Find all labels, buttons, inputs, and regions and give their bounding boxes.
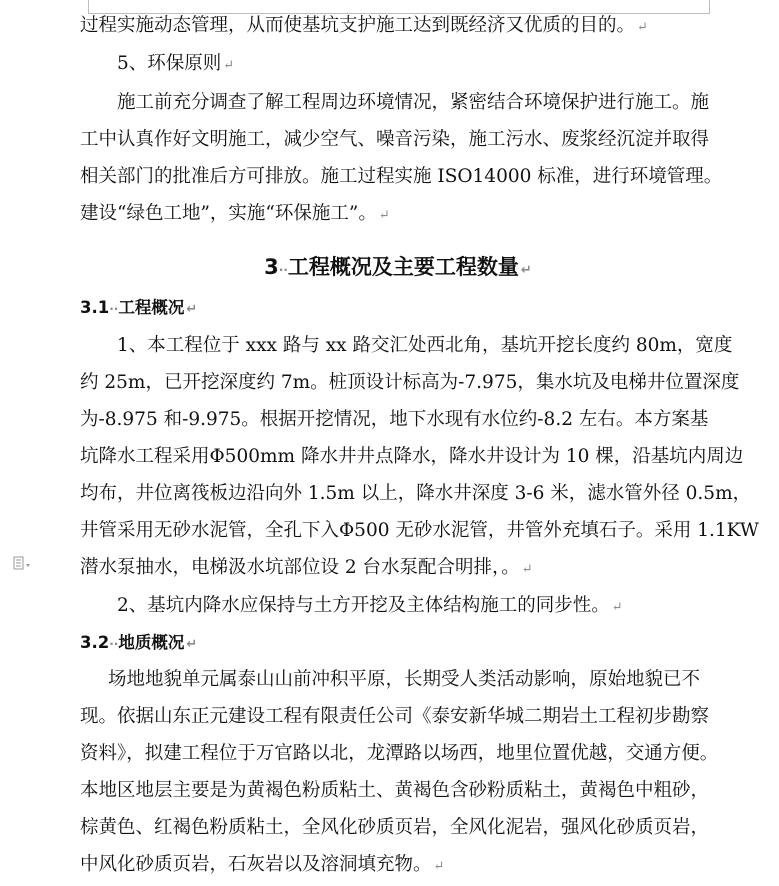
paragraph-line: 约 25m，已开挖深度约 7m。桩顶设计标高为-7.975，集水坑及电梯井位置深度 (80, 372, 740, 393)
paragraph-line: 棕黄色、红褐色粉质粘土，全风化砂质页岩，全风化泥岩，强风化砂质页岩， (80, 817, 710, 838)
paragraph-line: 本地区地层主要是为黄褐色粉质粘土、黄褐色含砂粉质粘土，黄褐色中粗砂， (80, 780, 710, 801)
paragraph-line: 过程实施动态管理，从而使基坑支护施工达到既经济又优质的目的。 ↵ (80, 15, 648, 36)
paragraph-line: 相关部门的批准后方可排放。施工过程实施 ISO14000 标准，进行环境管理。 (80, 166, 723, 187)
paragraph-mark-icon: ↵ (186, 302, 198, 317)
subsection-heading: 3.2··地质概况 ↵ (80, 633, 198, 652)
subsection-heading: 3.1··工程概况 ↵ (80, 298, 198, 317)
paragraph-line: 潜水泵抽水，电梯汲水坑部位设 2 台水泵配合明排，。 ↵ (80, 557, 533, 578)
paragraph-line: 现。依据山东正元建设工程有限责任公司《泰安新华城二期岩土工程初步勘察 (80, 706, 710, 727)
paragraph-mark-icon: ↵ (223, 58, 235, 73)
paragraph-line: 建设“绿色工地”，实施“环保施工”。 ↵ (80, 203, 390, 224)
paragraph-line: 施工前充分调查了解工程周边环境情况，紧密结合环境保护进行施工。施 (117, 92, 710, 113)
paragraph-line: 为-8.975 和-9.975。根据开挖情况，地下水现有水位约-8.2 左右。本方案基 (80, 409, 709, 430)
paragraph-mark-icon: ↵ (378, 208, 390, 223)
paragraph-line: 1、本工程位于 xxx 路与 xx 路交汇处西北角，基坑开挖长度约 80m，宽度 (117, 335, 733, 356)
paragraph-line: 井管采用无砂水泥管，全孔下入Φ500 无砂水泥管，井管外充填石子。采用 1.1KW (80, 520, 759, 541)
paragraph-mark-icon: ↵ (520, 263, 532, 278)
paragraph-mark-icon: ↵ (521, 562, 533, 577)
env-principle-title: 5、环保原则 ↵ (117, 53, 235, 74)
section-heading: 3··工程概况及主要工程数量 ↵ (264, 255, 532, 279)
document-options-icon[interactable] (12, 556, 32, 572)
paragraph-mark-icon: ↵ (186, 637, 198, 652)
paragraph-line: 资料》，拟建工程位于万官路以北，龙潭路以场西，地里位置优越，交通方便。 (80, 743, 719, 764)
paragraph-line: 场地地貌单元属泰山山前冲积平原，长期受人类活动影响，原始地貌已不 (108, 669, 701, 690)
paragraph-line: 工中认真作好文明施工，减少空气、噪音污染，施工污水、废浆经沉淀并取得 (80, 129, 710, 150)
paragraph-line: 坑降水工程采用Φ500mm 降水井井点降水，降水井设计为 10 棵，沿基坑内周边 (80, 446, 744, 467)
paragraph-mark-icon: ↵ (637, 20, 648, 35)
paragraph-mark-icon: ↵ (433, 859, 445, 874)
paragraph-line: 2、基坑内降水应保持与土方开挖及主体结构施工的同步性。 ↵ (117, 595, 623, 616)
paragraph-line: 均布，井位离筏板边沿向外 1.5m 以上，降水井深度 3-6 米，滤水管外径 0.5m， (80, 483, 752, 504)
paragraph-mark-icon: ↵ (611, 600, 623, 615)
paragraph-line: 中风化砂质页岩，石灰岩以及溶洞填充物。 ↵ (80, 854, 445, 875)
